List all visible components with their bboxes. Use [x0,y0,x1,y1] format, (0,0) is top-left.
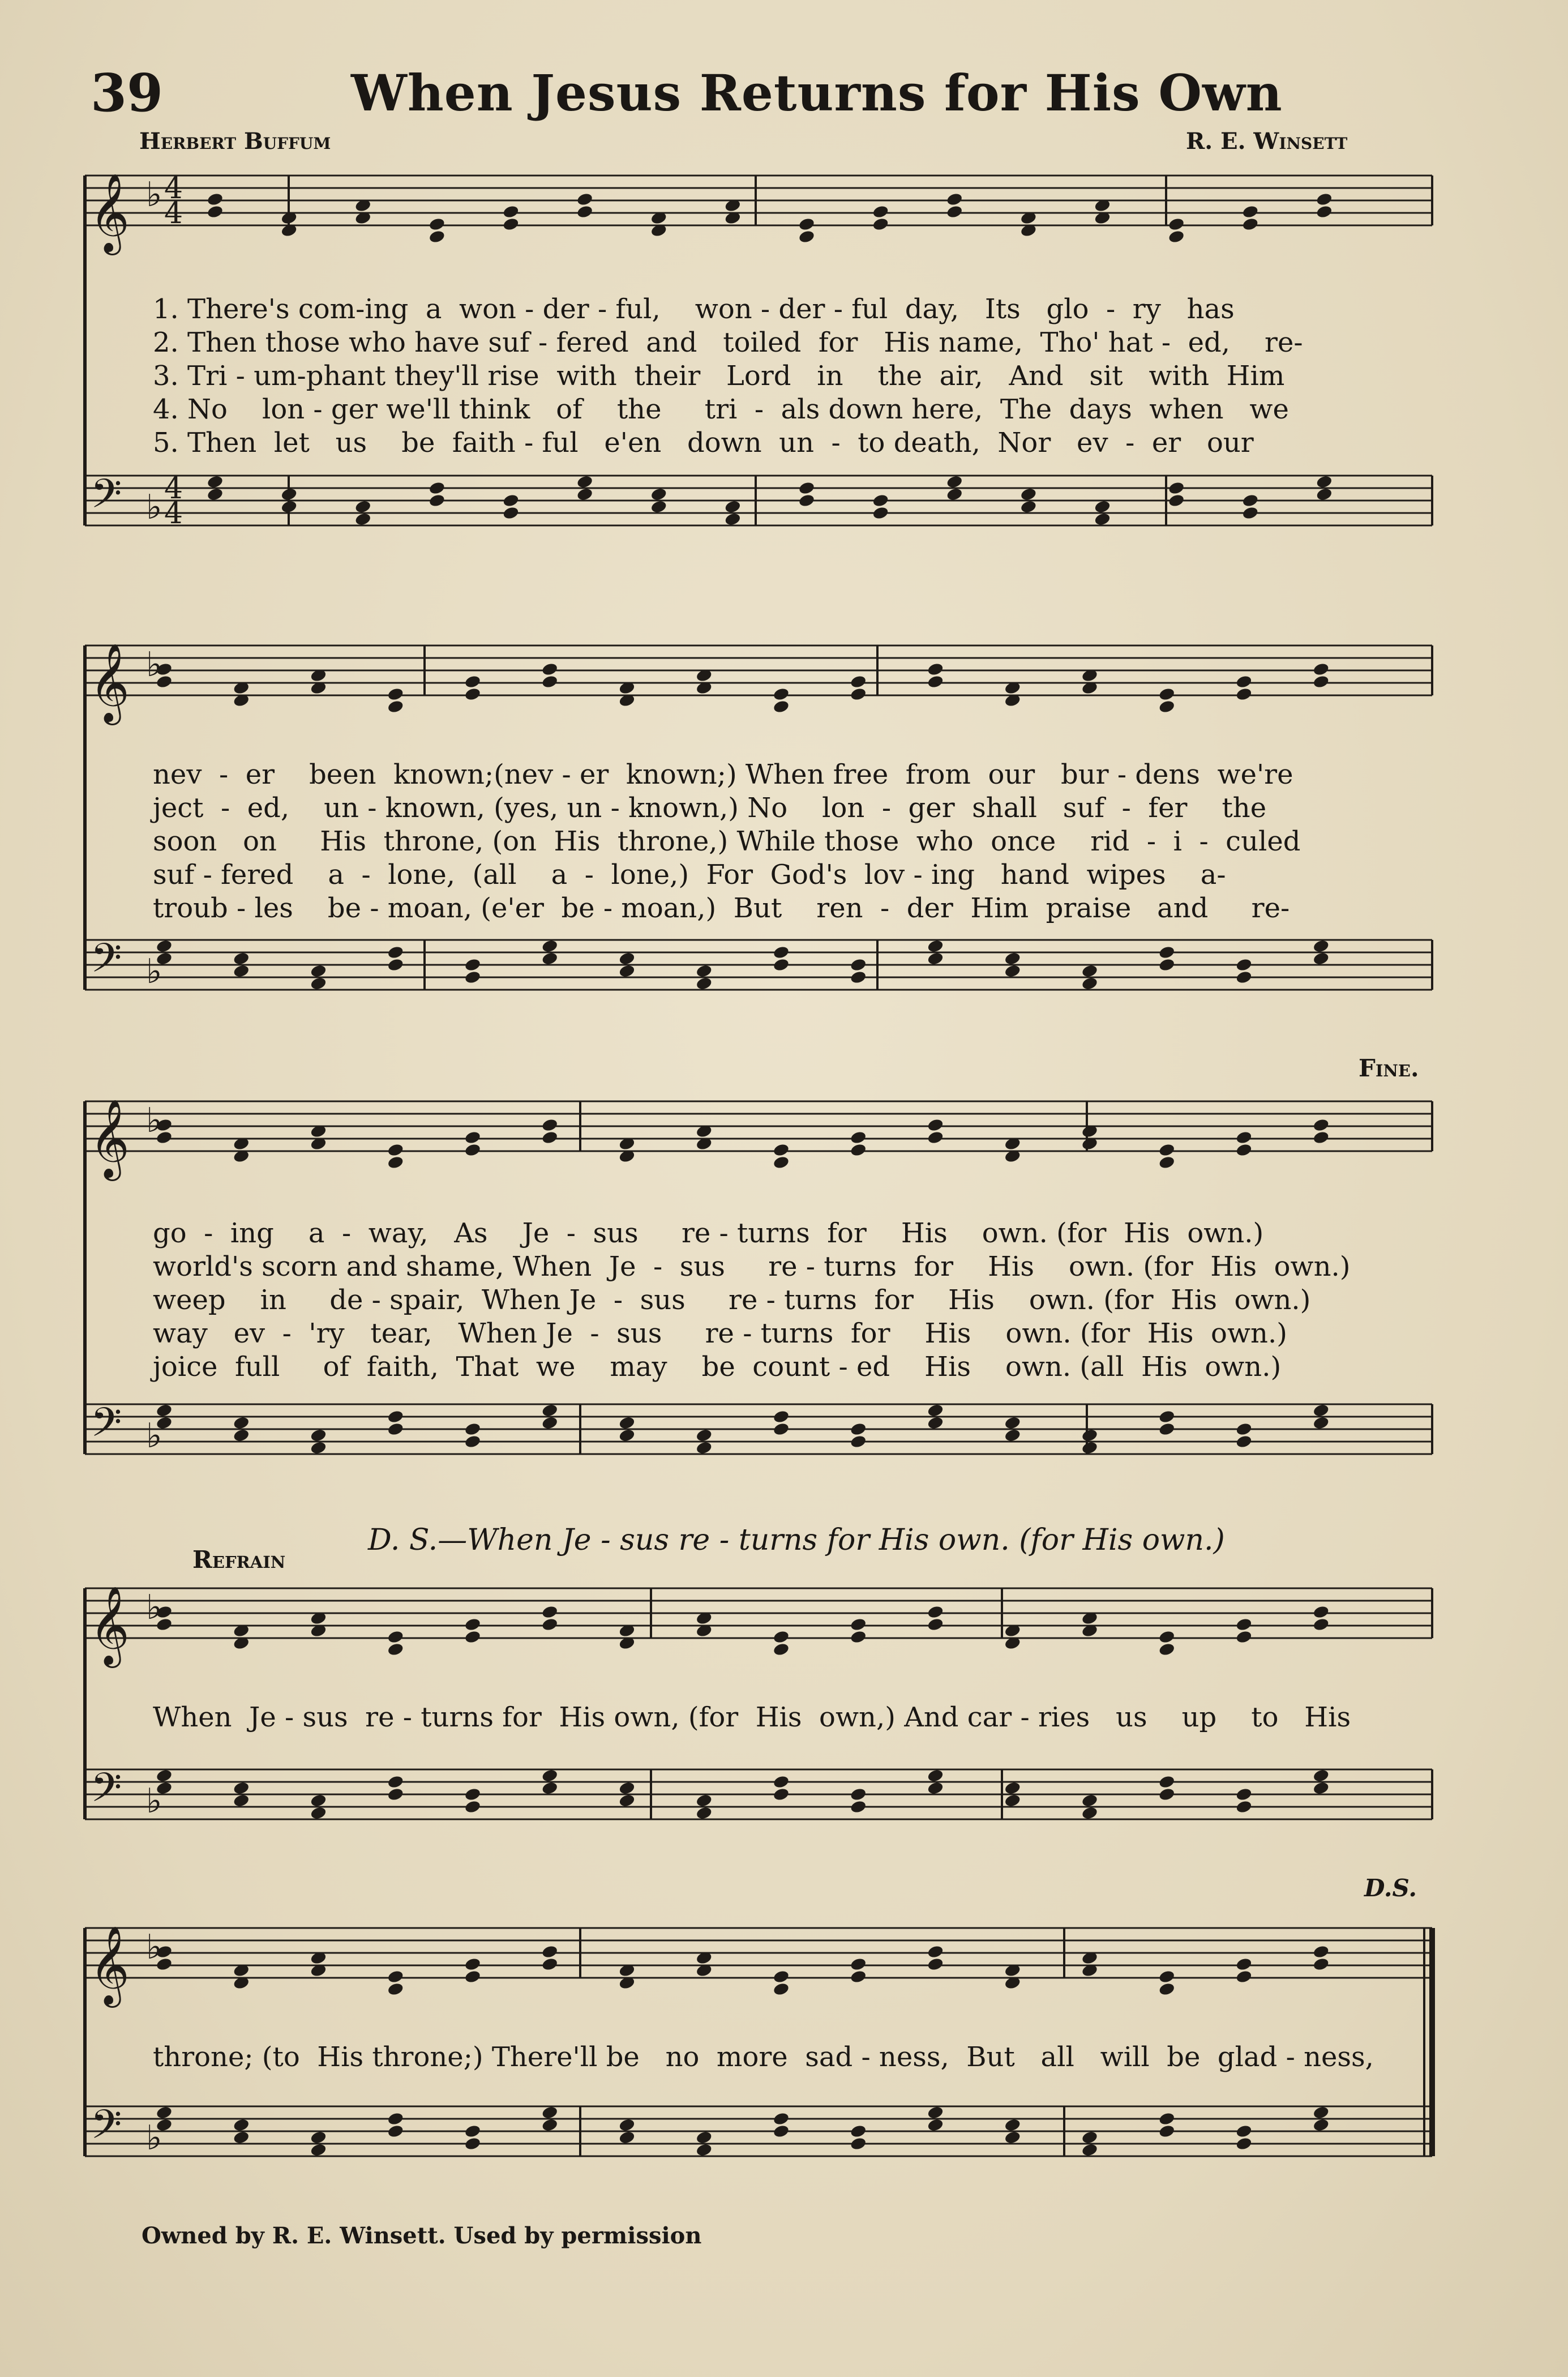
verse-line-3-2: world's scorn and shame, When Je - sus re - turns for His own. (for His own.) [153,1251,1351,1282]
svg-text:♭: ♭ [146,952,162,991]
verse-line-3-3: weep in de - spair, When Je - sus re - turns for His own. (for His own.) [153,1284,1311,1316]
verse-line-2-4: suf - fered a - lone, (all a - lone,) For God's lov - ing hand wipes a- [153,859,1226,891]
refrain-marker: Refrain [192,1546,286,1574]
svg-text:♭: ♭ [146,1927,162,1967]
svg-text:4: 4 [164,497,183,531]
ds-end-marker: D.S. [1364,1874,1417,1902]
svg-text:♭: ♭ [146,2118,162,2158]
verse-line-1-5: 5. Then let us be faith - ful e'en down un - to death, Nor ev - er our [153,427,1254,459]
svg-text:♭: ♭ [146,645,162,685]
verse-line-1-2: 2. Then those who have suf - fered and toiled for His name, Tho' hat - ed, re- [153,327,1303,358]
hymn-number: 39 [91,62,164,123]
svg-text:♭: ♭ [146,175,162,215]
svg-text:𝄢: 𝄢 [91,935,122,991]
copyright-footer: Owned by R. E. Winsett. Used by permission [142,2222,702,2249]
verse-line-1-3: 3. Tri - um-phant they'll rise with their Lord in the air, And sit with Him [153,360,1285,392]
verse-line-3-1: go - ing a - way, As Je - sus re - turns for His own. (for His own.) [153,1217,1264,1249]
svg-text:4: 4 [164,472,183,506]
svg-text:4: 4 [164,172,183,206]
svg-text:𝄢: 𝄢 [91,1764,122,1821]
composer-credit: R. E. Winsett [1186,128,1348,155]
svg-text:♭: ♭ [146,488,162,527]
verse-line-2-1: nev - er been known;(nev - er known;) When free from our bur - dens we're [153,759,1293,790]
svg-text:♭: ♭ [146,1781,162,1821]
svg-text:𝄢: 𝄢 [91,471,122,527]
svg-text:𝄢: 𝄢 [91,2101,122,2158]
svg-text:4: 4 [164,196,183,230]
svg-text:♭: ♭ [146,1588,162,1627]
svg-text:𝄞: 𝄞 [89,643,130,722]
verse-line-3-5: joice full of faith, That we may be count - ed His own. (all His own.) [153,1351,1282,1383]
hymn-title: When Jesus Returns for His Own [351,63,1283,122]
verse-line-2-2: ject - ed, un - known, (yes, un - known,) No lon - ger shall suf - fer the [153,792,1267,824]
fine-marker: Fine. [1359,1054,1419,1082]
verse-line-1-4: 4. No lon - ger we'll think of the tri - als down here, The days when we [153,394,1289,425]
svg-text:♭: ♭ [146,1416,162,1456]
svg-text:𝄢: 𝄢 [91,1399,122,1456]
refrain-line-1: When Je - sus re - turns for His own, (for His own,) And car - ries us up to His [153,1701,1351,1733]
refrain-line-2: throne; (to His throne;) There'll be no more sad - ness, But all will be glad - ness, [153,2041,1374,2073]
svg-text:𝄞: 𝄞 [89,1586,130,1665]
verse-line-2-3: soon on His throne, (on His throne,) While those who once rid - i - culed [153,826,1301,857]
da-segno-instruction: D. S.—When Je - sus re - turns for His own. (for His own.) [368,1523,1225,1557]
lyricist-credit: Herbert Buffum [139,128,331,155]
verse-line-1-1: 1. There's com-ing a won - der - ful, won - der - ful day, Its glo - ry has [153,293,1235,325]
svg-text:𝄞: 𝄞 [89,173,130,252]
svg-text:𝄞: 𝄞 [89,1099,130,1178]
svg-text:♭: ♭ [146,1101,162,1140]
verse-line-3-4: way ev - 'ry tear, When Je - sus re - turns for His own. (for His own.) [153,1318,1287,1349]
verse-line-2-5: troub - les be - moan, (e'er be - moan,) But ren - der Him praise and re- [153,892,1290,924]
svg-text:𝄞: 𝄞 [89,1926,130,2004]
